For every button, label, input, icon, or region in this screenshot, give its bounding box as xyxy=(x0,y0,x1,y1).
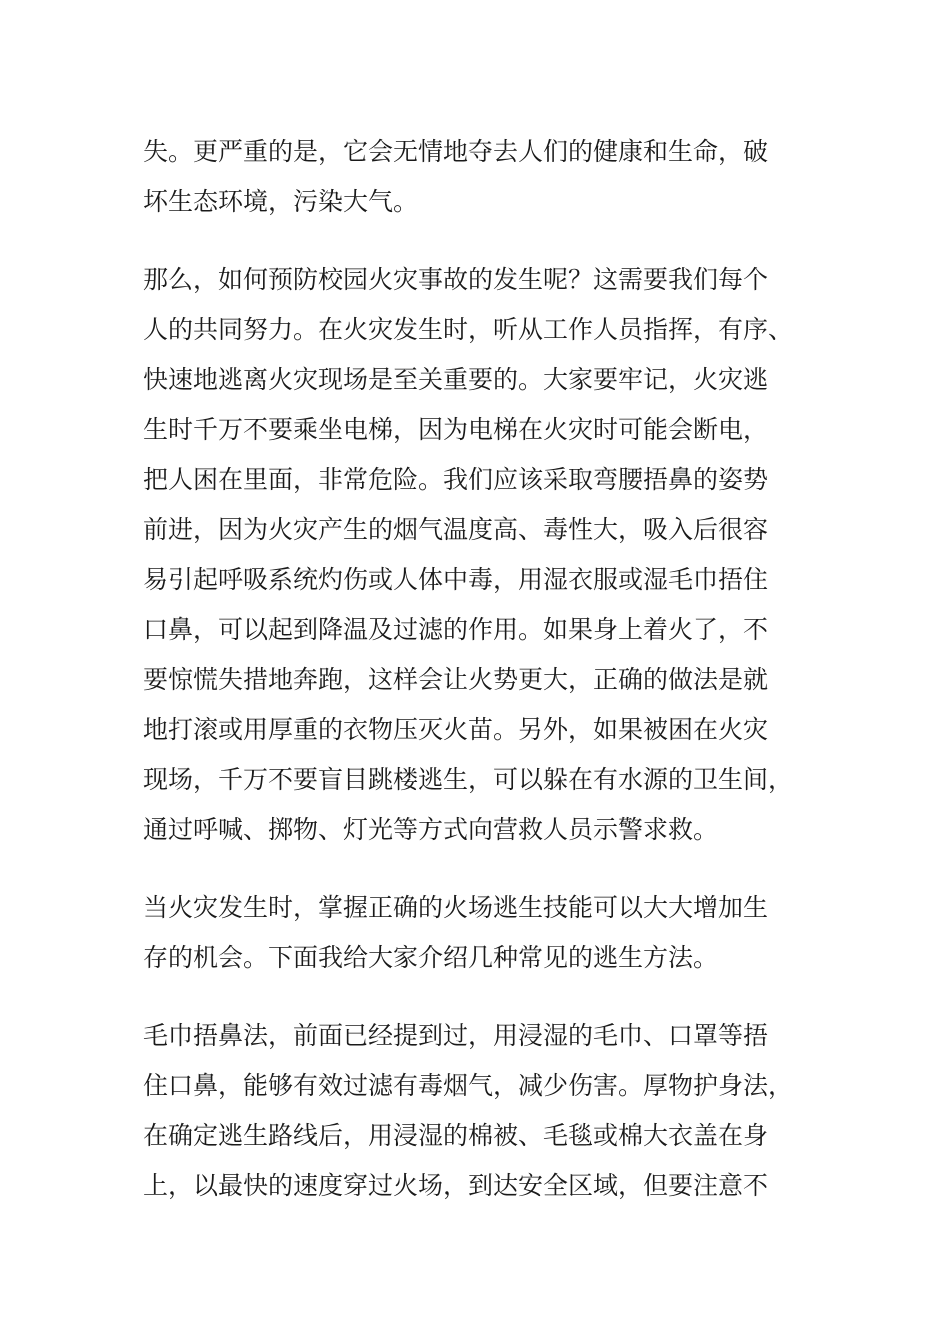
text-line: 现场，千万不要盲目跳楼逃生，可以躲在有水源的卫生间， xyxy=(143,765,794,794)
text-line: 易引起呼吸系统灼伤或人体中毒，用湿衣服或湿毛巾捂住 xyxy=(143,565,769,594)
text-line: 失。更严重的是，它会无情地夺去人们的健康和生命，破 xyxy=(143,137,769,166)
document-page xyxy=(143,127,808,1239)
text-line: 要惊慌失措地奔跑，这样会让火势更大，正确的做法是就 xyxy=(143,665,769,694)
text-line: 在确定逃生路线后，用浸湿的棉被、毛毯或棉大衣盖在身 xyxy=(143,1121,769,1150)
text-line: 把人困在里面，非常危险。我们应该采取弯腰捂鼻的姿势 xyxy=(143,465,769,494)
text-line: 口鼻，可以起到降温及过滤的作用。如果身上着火了，不 xyxy=(143,615,769,644)
text-line: 上，以最快的速度穿过火场，到达安全区域，但要注意不 xyxy=(143,1171,769,1200)
text-line: 前进，因为火灾产生的烟气温度高、毒性大，吸入后很容 xyxy=(143,515,769,544)
text-line: 坏生态环境，污染大气。 xyxy=(143,187,419,216)
paragraph-1 xyxy=(143,127,808,227)
paragraph-3 xyxy=(143,883,808,983)
text-line: 人的共同努力。在火灾发生时，听从工作人员指挥，有序、 xyxy=(143,315,794,344)
text-line: 地打滚或用厚重的衣物压灭火苗。另外，如果被困在火灾 xyxy=(143,715,769,744)
text-line: 住口鼻，能够有效过滤有毒烟气，减少伤害。厚物护身法， xyxy=(143,1071,794,1100)
text-line: 存的机会。下面我给大家介绍几种常见的逃生方法。 xyxy=(143,943,719,972)
text-line: 通过呼喊、掷物、灯光等方式向营救人员示警求救。 xyxy=(143,815,719,844)
text-line: 毛巾捂鼻法，前面已经提到过，用浸湿的毛巾、口罩等捂 xyxy=(143,1021,769,1050)
text-line: 快速地逃离火灾现场是至关重要的。大家要牢记，火灾逃 xyxy=(143,365,769,394)
text-line: 生时千万不要乘坐电梯，因为电梯在火灾时可能会断电， xyxy=(143,415,769,444)
text-line: 当火灾发生时，掌握正确的火场逃生技能可以大大增加生 xyxy=(143,893,769,922)
text-line: 那么，如何预防校园火灾事故的发生呢？这需要我们每个 xyxy=(143,265,769,294)
paragraph-2 xyxy=(143,255,808,855)
paragraph-4 xyxy=(143,1011,808,1211)
